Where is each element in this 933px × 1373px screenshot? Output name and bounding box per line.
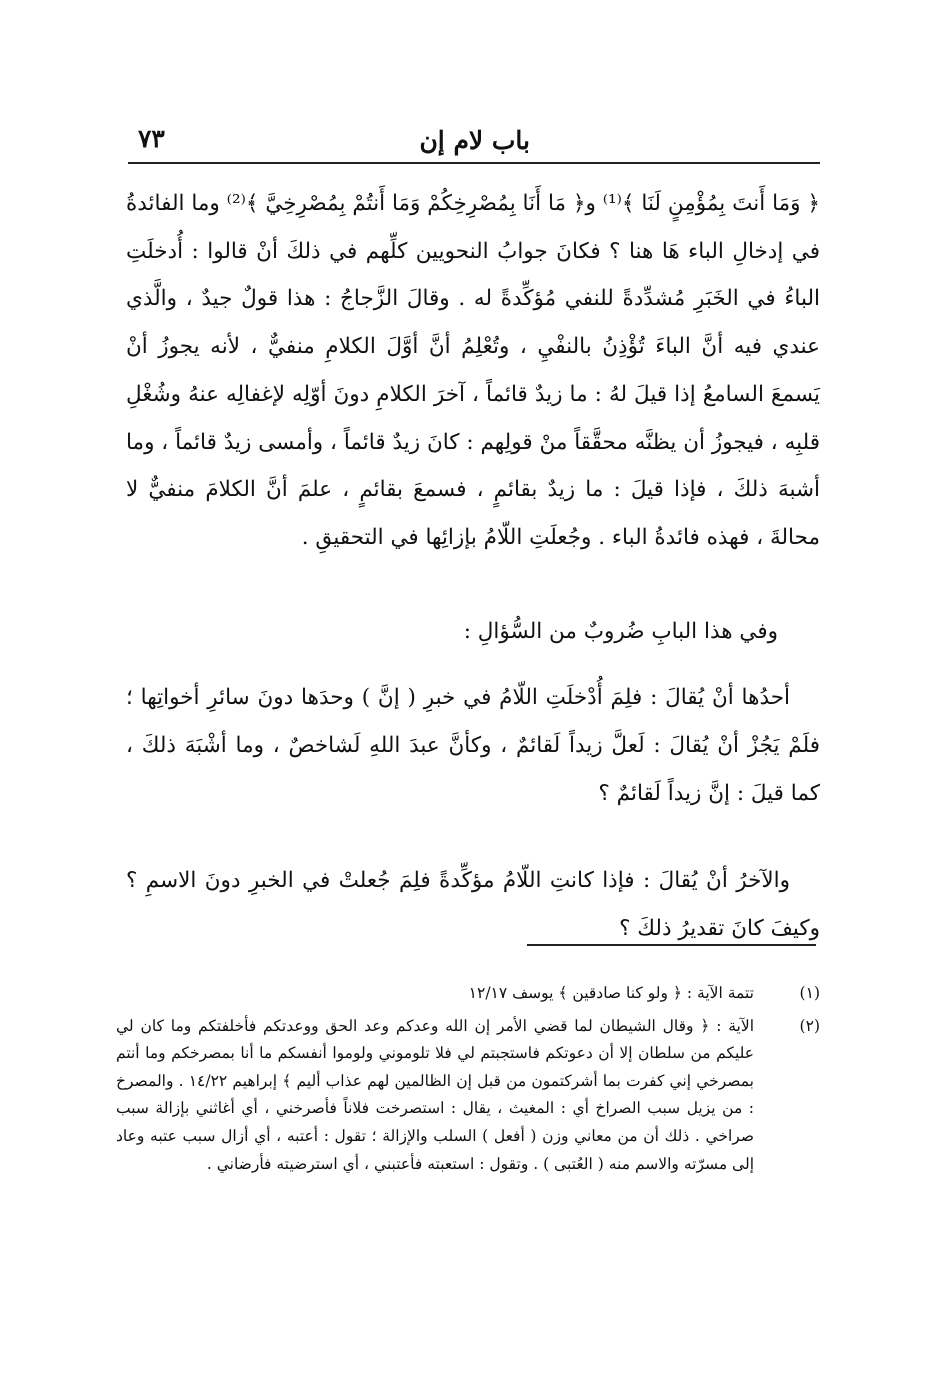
footnote-number: (٢) — [799, 1016, 820, 1035]
page-number: ٧٣ — [138, 124, 165, 153]
footnote-number: (١) — [799, 984, 820, 1002]
footnote-text: تتمة الآية : ﴿ ولو كنا صادقين ﴾ يوسف ١٢/١٧ — [468, 984, 754, 1002]
paragraph: ﴿ وَمَا أَنتَ بِمُؤْمِنٍ لَنَا ﴾⁽¹⁾ و﴿ مَا أَنَا بِمُصْرِخِكُمْ وَمَا أَنتُمْ بِمُصْرِخِيَّ ﴾⁽²⁾ وما الفائدةُ في إدخالِ الباء هَا هنا ؟ فكانَ جوابُ النحويين كلِّهم في ذلكَ أنْ قالوا : أُدخلَتِ الباءُ في الخَبَرِ مُشدِّدةً للنفي مُؤكِّدةً له . وقالَ الزَّجاجُ : هذا قولٌ جيدٌ ، والَّذي عندي فيه أنَّ الباءَ تُؤْذِنُ بالنفْيِ ، وتُعْلِمُ أنَّ أوَّلَ الكلامِ منفيٌّ ، لأنه يجوزُ أنْ يَسمعَ السامعُ إذا قيلَ لهُ : ما زيدٌ قائماً ، آخرَ الكلامِ دونَ أوّلِه لإغفالِه عنهُ وشُغْلِ قلبِه ، فيجوزُ أن يظنَّه محقَّقاً منْ قولِهم : كانَ زيدٌ قائماً ، وأمسى زيدٌ قائماً ، وما أشبهَ ذلكَ ، فإذا قيلَ : ما زيدٌ بقائمٍ ، فسمعَ بقائمٍ ، علمَ أنَّ الكلامَ منفيٌّ لا محالةَ ، فهذه فائدةُ الباء . وجُعلَتِ اللّامُ بإزائِها في التحقيقِ . — [126, 191, 820, 550]
footnote — [116, 1013, 820, 1179]
paragraph: أحدُها أنْ يُقالَ : فلِمَ أُدْخلَتِ اللّامُ في خبرِ ( إنَّ ) وحدَها دونَ سائرِ أخواتِها ؛ فلَمْ يَجُزْ أنْ يُقالَ : لَعلَّ زيداً لَقائمٌ ، وكأنَّ عبدَ اللهِ لَشاخصٌ ، وما أشْبَهَ ذلكَ ، كما قيلَ : إنَّ زيداً لَقائمٌ ؟ — [126, 685, 820, 806]
footnote-separator — [527, 944, 816, 946]
main-text — [126, 180, 820, 953]
chapter-title: باب لام إن — [419, 126, 530, 155]
footnote — [116, 980, 820, 1008]
paragraph: والآخرُ أنْ يُقالَ : فإذا كانتِ اللّامُ مؤكِّدةً فلِمَ جُعلتْ في الخبرِ دونَ الاسمِ ؟ وكيفَ كانَ تقديرُ ذلكَ ؟ — [126, 868, 820, 942]
running-header — [128, 118, 820, 164]
footnotes — [116, 980, 820, 1183]
footnote-text: الآية : ﴿ وقال الشيطان لما قضي الأمر إن الله وعدكم وعد الحق ووعدتكم فأخلفتكم وما كان لي عليكم من سلطان إلا أن دعوتكم فاستجبتم لي فلا تلوموني ولوموا أنفسكم ما أنا بمصرخكم وما أنتم بمصرخي إني كفرت بما أشركتمون من قبل إن الظالمين لهم عذاب أليم ﴾ إبراهيم ١٤/٢٢ . والمصرخ : من يزيل سبب الصراخ أي : المغيث ، يقال : استصرخت فلاناً فأصرخني ، أي أغاثني بإزالة سبب صراخي . ذلك أن من معاني وزن ( أفعل ) السلب والإزالة ؛ تقول : أعتبه ، أي أزال سبب عتبه وعاد إلى مسرّته والاسم منه ( العُتبى ) . وتقول : استعبته فأعتبني ، أي استرضيته فأرضاني . — [116, 1016, 754, 1173]
paragraph: وفي هذا البابِ ضُروبٌ من السُّؤالِ : — [463, 618, 778, 644]
